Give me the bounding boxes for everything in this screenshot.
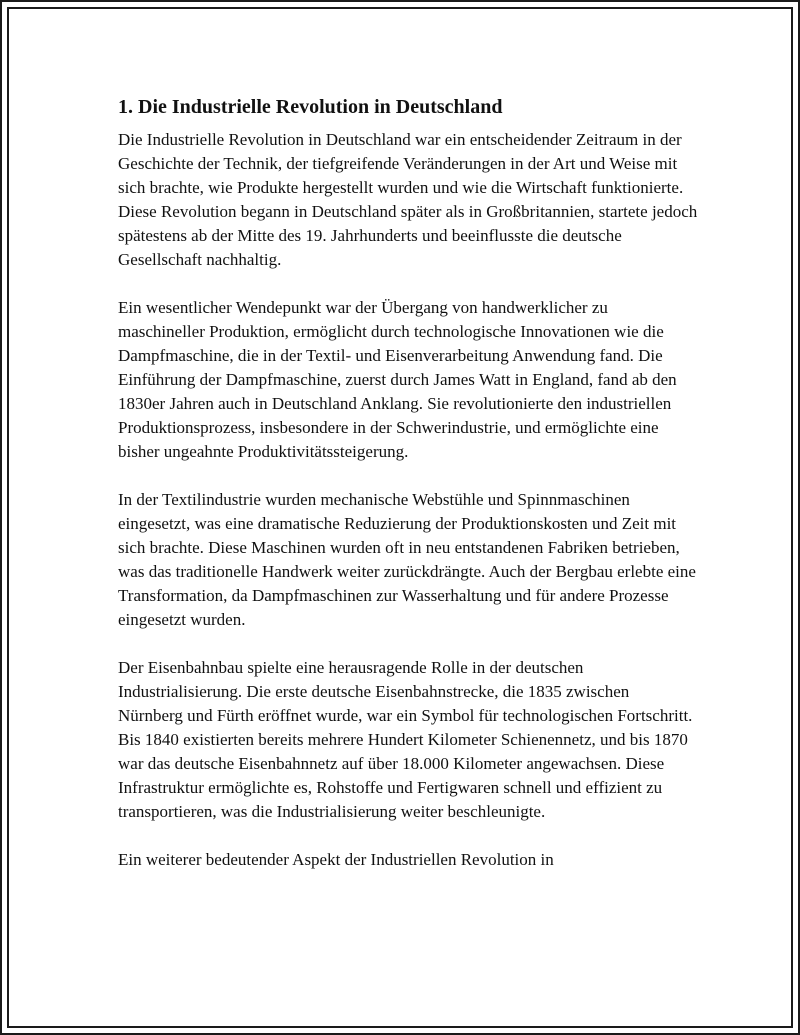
paragraph-5: Ein weiterer bedeutender Aspekt der Industriellen Revolution in [118, 850, 554, 869]
paragraph-3: In der Textilindustrie wurden mechanische Webstühle und Spinnmaschinen eingesetzt, was eine dramatische Reduzierung der Produktionskosten und Zeit mit sich brachte. Diese Maschinen wurden oft in neu entstandenen Fabriken betrieben, was das traditionelle Handwerk weiter zurückdrängte. Auch der Bergbau erlebte eine Transformation, da Dampfmaschinen zur Wasserhaltung und für andere Prozesse eingesetzt wurden. [118, 490, 696, 629]
paragraph-2: Ein wesentlicher Wendepunkt war der Übergang von handwerklicher zu maschineller Produktion, ermöglicht durch technologische Innovationen wie die Dampfmaschine, die in der Textil- und Eisenverarbeitung Anwendung fand. Die Einführung der Dampfmaschine, zuerst durch James Watt in England, fand ab den 1830er Jahren auch in Deutschland Anklang. Sie revolutionierte den industriellen Produktionsprozess, insbesondere in der Schwerindustrie, und ermöglichte eine bisher ungeahnte Produktivitätssteigerung. [118, 298, 677, 461]
section-heading: 1. Die Industrielle Revolution in Deutschland [118, 96, 503, 118]
paragraph-4: Der Eisenbahnbau spielte eine herausragende Rolle in der deutschen Industrialisierung. Die erste deutsche Eisenbahnstrecke, die 1835 zwischen Nürnberg und Fürth eröffnet wurde, war ein Symbol für technologischen Fortschritt. Bis 1840 existierten bereits mehrere Hundert Kilometer Schienennetz, und bis 1870 war das deutsche Eisenbahnnetz auf über 18.000 Kilometer angewachsen. Diese Infrastruktur ermöglichte es, Rohstoffe und Fertigwaren schnell und effizient zu transportieren, was die Industrialisierung weiter beschleunigte. [118, 658, 693, 821]
paragraph-1: Die Industrielle Revolution in Deutschland war ein entscheidender Zeitraum in der Geschichte der Technik, der tiefgreifende Veränderungen in der Art und Weise mit sich brachte, wie Produkte hergestellt wurden und wie die Wirtschaft funktionierte. Diese Revolution begann in Deutschland später als in Großbritannien, startete jedoch spätestens ab der Mitte des 19. Jahrhunderts und beeinflusste die deutsche Gesellschaft nachhaltig. [118, 130, 698, 269]
document-body [118, 94, 698, 896]
